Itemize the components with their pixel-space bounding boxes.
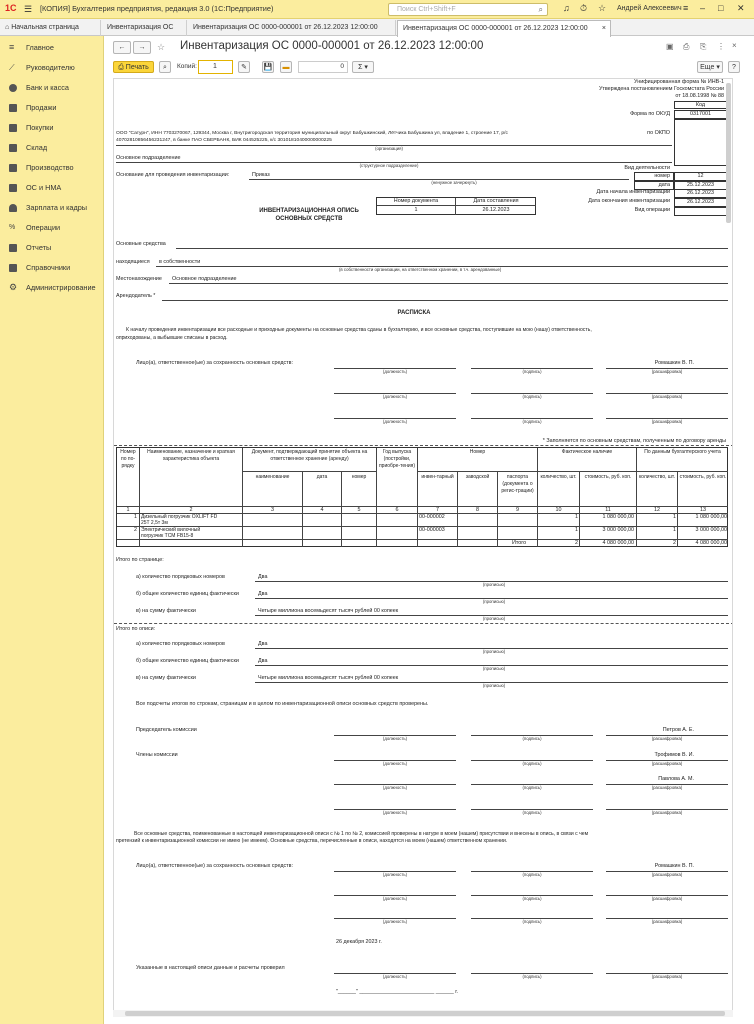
- sidebar-item-admin[interactable]: [0, 278, 104, 298]
- sidebar-item-label: Зарплата и кадры: [26, 203, 88, 212]
- receipt-text-2: оприходованы, а выбывшие списаны в расход.: [116, 335, 228, 341]
- close-form-icon[interactable]: ×: [732, 41, 737, 50]
- cart-icon: [9, 124, 17, 132]
- okud-label: Форма по ОКУД: [630, 111, 670, 117]
- docnum-row-divider: [377, 205, 536, 206]
- colnum: 2: [189, 507, 193, 513]
- caption-decode: (расшифровка): [651, 369, 683, 374]
- form-approval: Утверждена постановлением Госкомстата России: [598, 86, 724, 92]
- chart-icon: ⟋: [9, 63, 15, 72]
- org-caption: (организация): [375, 146, 403, 151]
- colnum: 6: [395, 507, 399, 513]
- tab-close-icon[interactable]: ×: [601, 25, 606, 32]
- settings-icon[interactable]: ≡: [683, 3, 689, 13]
- sidebar-item-label: Склад: [26, 143, 48, 152]
- forward-button[interactable]: →: [133, 41, 151, 54]
- bag-icon: [9, 104, 17, 112]
- page-b-label: б) общее количество единиц фактически: [136, 591, 239, 597]
- warehouse-icon: [9, 144, 17, 152]
- end-box: [674, 198, 727, 207]
- page-break: [114, 623, 733, 624]
- favorite-star-icon[interactable]: ☆: [157, 42, 166, 52]
- window-title: [КОПИЯ] Бухгалтерия предприятия, редакция 3.0 (1С:Предприятие): [40, 4, 274, 13]
- page-a-label: а) количество порядковых номеров: [136, 574, 225, 580]
- total-acc-cost: 4 080 000,00: [695, 540, 727, 546]
- responsible-name: Ромашкин В. П.: [654, 360, 694, 366]
- page-title: Инвентаризация ОС 0000-000001 от 26.12.2023 12:00:00: [180, 40, 484, 52]
- sigma-icon: Σ: [358, 64, 363, 71]
- th-acc-cost: стоимость, руб. коп.: [679, 474, 727, 480]
- docnum-header: Номер документа: [393, 198, 439, 204]
- colnum: 12: [654, 507, 660, 513]
- horizontal-scrollbar[interactable]: [125, 1011, 725, 1016]
- more-label: Еще: [700, 64, 715, 71]
- sidebar-item-main[interactable]: [0, 38, 104, 58]
- organization-line2: 40702810856456231247, в банке ПАО СБЕРБАНК, БИК 044525225, к/с 30101810400000000225: [116, 138, 332, 143]
- date-signed: 26 декабря 2023 г.: [336, 939, 382, 945]
- tab-inventory-print[interactable]: [397, 20, 611, 37]
- preview-button[interactable]: ⌕: [159, 61, 171, 73]
- coin-icon: [9, 84, 17, 92]
- th-fact-qty: количество, шт.: [540, 474, 577, 480]
- total-acc-qty: 2: [673, 540, 676, 546]
- form-date: от 18.08.1998 № 88: [675, 93, 724, 99]
- print-button[interactable]: [113, 61, 154, 73]
- sidebar-item-bank[interactable]: [0, 78, 104, 98]
- row2-cost: 3 000 000,00: [602, 527, 634, 533]
- responsible-label: Лицо(а), ответственное(ые) за сохранность основных средств:: [136, 360, 294, 366]
- caption-position: (должность): [382, 872, 408, 877]
- number-value: 12: [697, 173, 704, 179]
- lease-note: * Заполняется по основным средствам, полученным по договору аренды: [542, 438, 726, 444]
- fa-label: Основные средства: [116, 241, 166, 247]
- row1-acc-qty: 1: [673, 514, 676, 520]
- inv-a-label: а) количество порядковых номеров: [136, 641, 225, 647]
- sidebar-item-warehouse[interactable]: [0, 138, 104, 158]
- receipt-title: РАСПИСКА: [397, 310, 431, 316]
- th-year: Год выпуска (постройки, приобре-тения): [378, 449, 416, 469]
- colnum: 5: [357, 507, 361, 513]
- location-underline: [169, 283, 728, 284]
- checked-text: Все подсчеты итогов по строкам, страницам и в целом по инвентаризационной описи основных средств проверены.: [136, 701, 429, 707]
- number-label: номер: [654, 173, 670, 179]
- gear-icon: ⚙: [9, 282, 18, 292]
- row2-name-2: погрузчик TCM FB15-8: [141, 533, 194, 539]
- sidebar-item-label: ОС и НМА: [26, 183, 62, 192]
- start-box: [674, 189, 727, 198]
- list-icon: ≡: [9, 42, 15, 52]
- row2-acc-qty: 1: [673, 527, 676, 533]
- row1-n: 1: [134, 514, 137, 520]
- caption-position: (должность): [382, 761, 408, 766]
- sidebar-item-fixed-assets[interactable]: [0, 178, 104, 198]
- maximize-icon[interactable]: □: [718, 3, 724, 13]
- colnum: 7: [436, 507, 439, 513]
- print-preview-icon[interactable]: ⎙: [683, 42, 690, 51]
- caption-sign: (подпись): [522, 736, 542, 741]
- caption-decode: (расшифровка): [651, 394, 683, 399]
- factory-icon: [9, 164, 17, 172]
- colnum: 10: [555, 507, 562, 513]
- caption-sign: (подпись): [522, 896, 542, 901]
- receipt-text-1: К началу проведения инвентаризации все расходные и приходные документы на основные средства сданы в бухгалтерию, и все основные средства, поступившие на мою (нашу) ответственность,: [126, 327, 592, 333]
- colnum: 11: [605, 507, 611, 513]
- caption-position: (должность): [382, 974, 408, 979]
- basis-label: Основание для проведения инвентаризации:: [116, 172, 230, 178]
- save-icon[interactable]: ▣: [666, 42, 674, 51]
- row2-name-1: Электрический вилочный: [141, 527, 201, 533]
- sidebar-item-label: Администрирование: [26, 283, 96, 292]
- tab-inventory-list-label: Инвентаризация ОС: [107, 24, 174, 31]
- row2-n: 2: [134, 527, 137, 533]
- copies-input[interactable]: [198, 60, 233, 74]
- link-icon[interactable]: ⎘: [700, 42, 707, 51]
- date-value: 25.12.2023: [687, 182, 714, 188]
- folder-button[interactable]: ▬: [280, 61, 292, 73]
- person-icon: [9, 204, 17, 212]
- caption-propis: (прописью): [482, 683, 506, 688]
- caption-decode: (расшифровка): [651, 896, 683, 901]
- inv-a-value: Два: [258, 641, 268, 647]
- colnum: 1: [126, 507, 130, 513]
- docnum-value: 1: [414, 207, 418, 213]
- edit-button[interactable]: ✎: [238, 61, 250, 73]
- sidebar-item-label: Банк и касса: [26, 83, 69, 92]
- page-v-value: Четыре миллиона восемьдесят тысяч рублей 00 копеек: [258, 608, 399, 614]
- caption-propis: (прописью): [482, 666, 506, 671]
- sidebar-item-operations[interactable]: [0, 218, 104, 238]
- page-total-label: Итого по странице:: [116, 557, 164, 563]
- row1-inv: 00-000002: [419, 514, 445, 520]
- history-icon[interactable]: ⏱: [580, 3, 588, 13]
- close-icon[interactable]: ✕: [737, 3, 745, 13]
- responsible2-label: Лицо(а), ответственное(ые) за сохранность основных средств:: [136, 863, 294, 869]
- sidebar-item-label: Руководителю: [26, 63, 75, 72]
- caption-sign: (подпись): [522, 919, 542, 924]
- operations-icon: %: [9, 224, 16, 231]
- row-line: [242, 471, 376, 472]
- doc-title-2: ОСНОВНЫХ СРЕДСТВ: [275, 216, 343, 222]
- bell-icon[interactable]: ♫: [563, 3, 570, 13]
- start-label: Дата начала инвентаризации: [596, 189, 670, 195]
- th-doc-num: номер: [351, 474, 367, 480]
- row1-qty: 1: [575, 514, 578, 520]
- copies-label: Копий:: [177, 63, 197, 70]
- caption-position: (должность): [382, 810, 408, 815]
- inv-v-value: Четыре миллиона восемьдесят тысяч рублей 00 копеек: [258, 675, 399, 681]
- vertical-scrollbar[interactable]: [726, 83, 731, 223]
- th-factory: заводской: [465, 474, 490, 480]
- th-doc-name: наименование: [255, 474, 290, 480]
- sum-value: 0: [340, 63, 344, 70]
- caption-position: (должность): [382, 785, 408, 790]
- th-doc: Документ, подтверждающий принятие объекта на ответственное хранение (аренду): [251, 449, 368, 462]
- owned-value: в собственности: [159, 259, 201, 265]
- caption-position: (должность): [382, 919, 408, 924]
- th-name: Наименование, назначение и краткая характеристика объекта: [147, 449, 235, 462]
- fa-underline: [176, 248, 728, 249]
- code-header: Код: [695, 102, 706, 108]
- code-column: [674, 119, 727, 166]
- doc-title-1: ИНВЕНТАРИЗАЦИОННАЯ ОПИСЬ: [259, 208, 359, 214]
- lessor-underline: [162, 300, 728, 301]
- optype-box: [674, 207, 727, 216]
- reports-icon: [9, 244, 17, 252]
- page-v-label: в) на сумму фактически: [136, 608, 196, 614]
- sidebar-item-payroll[interactable]: [0, 198, 104, 218]
- tab-home-label: Начальная страница: [11, 24, 79, 31]
- organization-line1: ООО "Сатурн", ИНН 7703270067, 129344, Москва г, Внутригородская территория муниципальный округ Бабушкинский, Лётчика Бабушкина ул, владение 1, строение 17, р/с: [116, 131, 508, 136]
- sidebar-item-purchases[interactable]: [0, 118, 104, 138]
- back-button[interactable]: ←: [113, 41, 131, 54]
- chairman-label: Председатель комиссии: [136, 727, 197, 733]
- book-icon: [9, 264, 17, 272]
- inv-v-label: в) на сумму фактически: [136, 675, 196, 681]
- number-box: [674, 172, 727, 181]
- th-acc: По данным бухгалтерского учета: [644, 449, 721, 455]
- caption-position: (должность): [382, 736, 408, 741]
- sidebar-item-production[interactable]: [0, 158, 104, 178]
- app-logo: 1С: [5, 3, 17, 13]
- subdivision-caption: (структурное подразделение): [359, 163, 419, 168]
- th-fact: Фактическое наличие: [561, 449, 613, 455]
- caption-decode: (расшифровка): [651, 761, 683, 766]
- row-line: [417, 471, 728, 472]
- end-value: 26.12.2023: [687, 199, 714, 205]
- okud-code: 0317001: [690, 111, 711, 117]
- menu-icon[interactable]: ☰: [24, 4, 33, 14]
- docnum-table: [376, 197, 536, 215]
- row2-qty: 1: [575, 527, 578, 533]
- caption-sign: (подпись): [522, 394, 542, 399]
- sidebar-item-label: Главное: [26, 43, 54, 52]
- printed-document: [113, 78, 733, 1015]
- sidebar: [0, 36, 104, 1024]
- caption-sign: (подпись): [522, 761, 542, 766]
- col-line: [417, 448, 418, 547]
- final-text-1: Все основные средства, поименованные в настоящей инвентаризационной описи с № 1 по № 2, комиссией проверены в натуре в моем (нашем) присутствии и внесены в опись, в связи с чем: [134, 831, 589, 837]
- member2-name: Павлова А. М.: [658, 776, 694, 782]
- home-icon: ⌂: [5, 24, 12, 31]
- minimize-icon[interactable]: –: [700, 3, 706, 13]
- basis-value: Приказ: [252, 172, 270, 178]
- more-vert-icon[interactable]: ⋮: [717, 42, 725, 51]
- printer-icon: ⎙: [118, 64, 126, 71]
- caption-propis: (прописью): [482, 582, 506, 587]
- truck-icon: [9, 184, 17, 192]
- star-icon[interactable]: ☆: [598, 3, 607, 13]
- okpo-label: по ОКПО: [647, 130, 670, 136]
- sidebar-item-reports[interactable]: [0, 238, 104, 258]
- caption-decode: (расшифровка): [651, 419, 683, 424]
- caption-decode: (расшифровка): [651, 974, 683, 979]
- caption-decode: (расшифровка): [651, 736, 683, 741]
- sidebar-item-sales[interactable]: [0, 98, 104, 118]
- lessor-label: Арендодатель *: [116, 293, 156, 299]
- code-header-box: [674, 101, 727, 109]
- colnum: 3: [271, 507, 274, 513]
- page-break: [114, 445, 733, 446]
- form-name: Унифицированная форма № ИНВ-1: [634, 79, 724, 85]
- row1-name-2: 25T 2,5т 3м: [141, 520, 168, 526]
- inv-b-label: б) общее количество единиц фактически: [136, 658, 239, 664]
- caption-propis: (прописью): [482, 599, 506, 604]
- row2-acc-cost: 3 000 000,00: [695, 527, 727, 533]
- page-a-value: Два: [258, 574, 268, 580]
- end-label: Дата окончания инвентаризации: [588, 198, 670, 204]
- subdivision: Основное подразделение: [116, 155, 181, 161]
- caption-decode: (расшифровка): [651, 872, 683, 877]
- checked-by-label: Указанные в настоящей описи данные и расчеты проверил: [136, 965, 285, 971]
- sidebar-item-label: Производство: [26, 163, 74, 172]
- tab-home[interactable]: [0, 20, 101, 36]
- tab-inventory-print-label: Инвентаризация ОС 0000-000001 от 26.12.2023 12:00:00: [403, 25, 588, 32]
- th-acc-qty: количество, шт.: [638, 474, 676, 480]
- date-label: дата: [658, 182, 670, 188]
- caption-decode: (расшифровка): [651, 919, 683, 924]
- sidebar-item-label: Отчеты: [26, 243, 52, 252]
- help-label: ?: [732, 64, 736, 71]
- help-button[interactable]: [728, 61, 740, 73]
- sidebar-item-label: Операции: [26, 223, 61, 232]
- th-inv: инвен-тарный: [421, 474, 454, 480]
- caption-decode: (расшифровка): [651, 785, 683, 790]
- caption-sign: (подпись): [522, 785, 542, 790]
- location-label: Местонахождение: [116, 276, 162, 282]
- responsible2-name: Ромашкин В. П.: [654, 863, 694, 869]
- search-icon[interactable]: ⌕: [538, 5, 543, 14]
- colnum: 8: [476, 507, 479, 513]
- docdate-value: 26.12.2023: [482, 207, 510, 213]
- colnum: 13: [700, 507, 706, 513]
- date-blank: "______" _________________________ ______ г.: [336, 989, 459, 995]
- user-name[interactable]: Андрей Алексеевич: [617, 5, 682, 12]
- inv-b-value: Два: [258, 658, 268, 664]
- more-button[interactable]: Еще ▾: [697, 61, 723, 73]
- inv-total-label: Итого по описи:: [116, 626, 156, 632]
- colnum: 9: [516, 507, 519, 513]
- print-button-label: Печать: [125, 64, 149, 71]
- member1-name: Трофимов В. И.: [654, 752, 694, 758]
- caption-sign: (подпись): [522, 872, 542, 877]
- page-b-value: Два: [258, 591, 268, 597]
- colnum: 4: [320, 507, 324, 513]
- th-fact-cost: стоимость, руб. коп.: [584, 474, 632, 480]
- th-passport: паспорта (документа о регис-трации): [501, 474, 534, 494]
- caption-sign: (подпись): [522, 369, 542, 374]
- sidebar-item-label: Продажи: [26, 103, 57, 112]
- sum-field[interactable]: [298, 61, 348, 73]
- row1-name-1: Дизельный погрузчик OXLIFT FD: [141, 514, 218, 520]
- activity-label: Вид деятельности: [624, 165, 670, 171]
- number-label-box: [634, 172, 674, 181]
- docdate-header: Дата составления: [473, 198, 519, 204]
- sidebar-item-management[interactable]: [0, 58, 104, 78]
- sum-mode-button[interactable]: Σ ▾: [352, 61, 374, 73]
- location-value: Основное подразделение: [172, 276, 237, 282]
- title-bar: [0, 0, 754, 19]
- caption-sign: (подпись): [522, 810, 542, 815]
- caption-position: (должность): [382, 369, 408, 374]
- total-cost: 4 080 000,00: [602, 540, 634, 546]
- owned-caption: (в собственности организации, на ответственном хранении, в т.ч. арендованные): [339, 267, 502, 272]
- sidebar-item-catalogs[interactable]: [0, 258, 104, 278]
- tab-inventory-list[interactable]: [102, 20, 187, 36]
- final-text-2: претензий к инвентаризационной комиссии не имею (не имеем). Основные средства, перечисленные в описи, находятся на моем (нашем) ответственном хранении.: [116, 838, 508, 844]
- basis-caption: (ненужное зачеркнуть): [431, 180, 477, 185]
- caption-sign: (подпись): [522, 974, 542, 979]
- owned-label: находящиеся: [116, 259, 150, 265]
- members-label: Члены комиссии: [136, 752, 178, 758]
- total-label: Итого: [512, 540, 527, 546]
- caption-position: (должность): [382, 419, 408, 424]
- start-value: 26.12.2023: [687, 190, 714, 196]
- caption-position: (должность): [382, 394, 408, 399]
- tab-bar: [0, 19, 754, 36]
- tab-inventory-doc-label: Инвентаризация ОС 0000-000001 от 26.12.2023 12:00:00: [193, 24, 378, 31]
- optype-label: Вид операции: [634, 207, 670, 213]
- chairman-name: Петров А. Е.: [662, 727, 694, 733]
- tab-inventory-doc[interactable]: [188, 20, 396, 36]
- caption-propis: (прописью): [482, 649, 506, 654]
- sidebar-item-label: Покупки: [26, 123, 54, 132]
- row2-inv: 00-000003: [419, 527, 445, 533]
- sidebar-item-label: Справочники: [26, 263, 71, 272]
- global-search-input[interactable]: [388, 3, 548, 16]
- th-num: Номер: [469, 449, 486, 455]
- copies-value: 1: [213, 63, 217, 70]
- total-qty: 2: [575, 540, 578, 546]
- row1-acc-cost: 1 080 000,00: [695, 514, 727, 520]
- caption-sign: (подпись): [522, 419, 542, 424]
- row1-cost: 1 080 000,00: [602, 514, 634, 520]
- assets-table: [116, 447, 728, 547]
- caption-position: (должность): [382, 896, 408, 901]
- th-n: Номер по по-рядку: [120, 449, 136, 469]
- th-doc-date: дата: [316, 474, 328, 480]
- caption-decode: (расшифровка): [651, 810, 683, 815]
- okud-box: [674, 110, 727, 119]
- save-file-button[interactable]: 💾: [262, 61, 274, 73]
- search-placeholder: Поиск Ctrl+Shift+F: [397, 6, 456, 13]
- caption-propis: (прописью): [482, 616, 506, 621]
